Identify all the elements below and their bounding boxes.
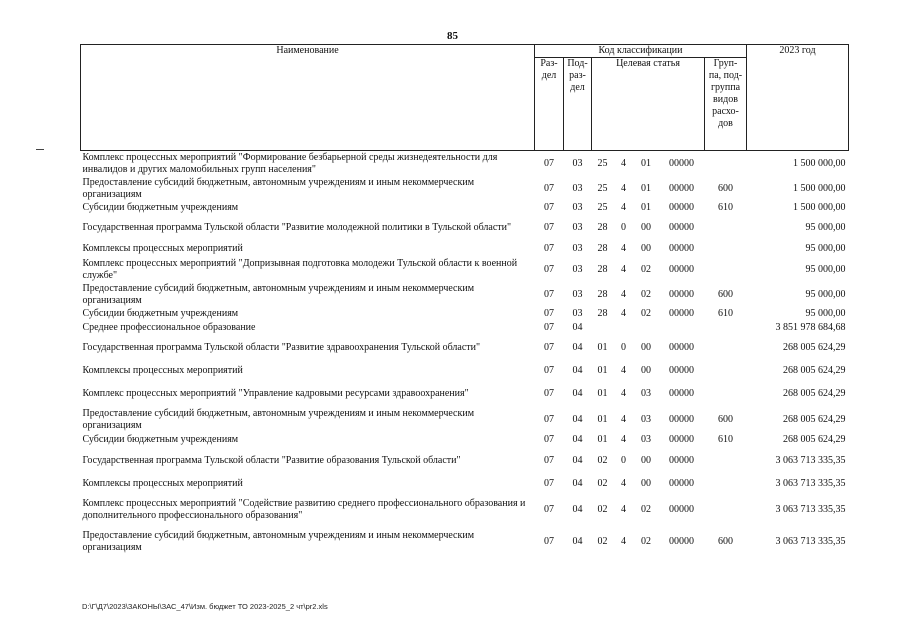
row-target-direction: 00000: [669, 364, 694, 376]
row-amount: 3 063 713 335,35: [775, 454, 846, 466]
page-number: 85: [447, 30, 458, 42]
row-section: 07: [544, 288, 554, 300]
row-expense-group: [705, 215, 747, 241]
row-target-subprogram: 00: [641, 364, 651, 376]
row-target-direction: 00000: [669, 307, 694, 319]
table-header: [81, 45, 849, 151]
row-target-subprogram: 00: [641, 477, 651, 489]
header-expense-group: Груп- па, под- группа видов расхо- дов: [705, 58, 747, 151]
row-target-subprogram: 00: [641, 454, 651, 466]
row-target-subprogram: 02: [641, 307, 651, 319]
table-row: [81, 321, 849, 335]
row-target-direction: 00000: [669, 454, 694, 466]
table-row: [81, 447, 849, 475]
row-name: Среднее профессиональное образование: [82, 321, 256, 333]
header-year: 2023 год: [747, 45, 849, 151]
row-name: Предоставление субсидий бюджетным, автономным учреждениям и иным некоммерческим организациям: [82, 407, 475, 431]
row-target-type: 4: [621, 503, 626, 515]
margin-mark: [36, 149, 44, 150]
row-expense-group: [705, 493, 747, 527]
row-subsection: 03: [572, 201, 583, 213]
table-row: [81, 283, 849, 307]
table-row: [81, 407, 849, 433]
row-amount: 268 005 624,29: [783, 413, 846, 425]
row-target-program: 01: [597, 433, 608, 445]
row-amount: 95 000,00: [805, 288, 846, 300]
row-target-subprogram: 01: [641, 201, 651, 213]
row-subsection: 04: [572, 477, 583, 489]
row-target-program: 02: [597, 477, 608, 489]
row-target-subprogram: 03: [641, 433, 651, 445]
table-row: [81, 241, 849, 257]
row-name: Государственная программа Тульской области "Развитие образования Тульской области": [82, 454, 461, 466]
header-target-article: Целевая статья: [592, 58, 705, 151]
row-subsection: 04: [572, 454, 583, 466]
row-target-direction: 00000: [669, 341, 694, 353]
row-target-direction: 00000: [669, 413, 694, 425]
row-target-type: 4: [621, 201, 626, 213]
row-expense-group: 600: [718, 288, 733, 300]
row-target-direction: 00000: [669, 221, 694, 233]
row-amount: 3 851 978 684,68: [775, 321, 846, 333]
row-name: Субсидии бюджетным учреждениям: [82, 201, 239, 213]
row-name: Государственная программа Тульской области "Развитие молодежной политики в Тульской области": [82, 221, 512, 233]
row-target-type: 4: [621, 387, 626, 399]
row-target-type: 0: [621, 454, 626, 466]
row-name: Комплекс процессных мероприятий "Формирование безбарьерной среды жизнедеятельности для инвалидов и других маломобильных групп населения": [82, 151, 498, 175]
row-target-subprogram: 02: [641, 503, 651, 515]
row-section: 07: [544, 201, 554, 213]
row-target-subprogram: 00: [641, 341, 651, 353]
row-subsection: 03: [572, 182, 583, 194]
row-target-type: 4: [621, 477, 626, 489]
row-target-program: 25: [597, 157, 608, 169]
row-amount: 3 063 713 335,35: [775, 503, 846, 515]
row-section: 07: [544, 182, 554, 194]
row-target-program: 28: [597, 307, 608, 319]
row-target-direction: 00000: [669, 182, 694, 194]
row-expense-group: 610: [718, 433, 733, 445]
row-amount: 95 000,00: [805, 221, 846, 233]
table-row: [81, 493, 849, 527]
row-name: Государственная программа Тульской области "Развитие здравоохранения Тульской области": [82, 341, 481, 353]
row-section: 07: [544, 263, 554, 275]
row-target-program: 28: [597, 263, 608, 275]
row-expense-group: [705, 335, 747, 361]
row-target-type: 4: [621, 364, 626, 376]
row-target-type: 4: [621, 413, 626, 425]
row-target-type: 0: [621, 341, 626, 353]
header-section: Раз- дел: [535, 58, 564, 151]
row-subsection: 04: [572, 364, 583, 376]
table-row: [81, 201, 849, 215]
header-subsection: Под- раз- дел: [564, 58, 592, 151]
row-expense-group: 600: [718, 535, 733, 547]
row-amount: 268 005 624,29: [783, 433, 846, 445]
row-expense-group: 600: [718, 413, 733, 425]
row-target-direction: 00000: [669, 288, 694, 300]
row-target-program: 02: [597, 503, 608, 515]
row-expense-group: [705, 447, 747, 475]
table-body: [81, 151, 849, 557]
row-expense-group: [705, 241, 747, 257]
row-subsection: 03: [572, 307, 583, 319]
row-subsection: 03: [572, 288, 583, 300]
table-row: [81, 527, 849, 557]
row-section: 07: [544, 341, 554, 353]
row-subsection: 04: [572, 503, 583, 515]
row-target-program: 01: [597, 364, 608, 376]
row-section: 07: [544, 535, 554, 547]
row-section: 07: [544, 242, 554, 254]
row-subsection: 03: [572, 263, 583, 275]
row-amount: 95 000,00: [805, 263, 846, 275]
row-section: 07: [544, 157, 554, 169]
row-target-subprogram: 02: [641, 263, 651, 275]
row-target-type: 4: [621, 182, 626, 194]
row-target-type: 4: [621, 288, 626, 300]
row-target-type: [614, 321, 634, 335]
row-name: Предоставление субсидий бюджетным, автономным учреждениям и иным некоммерческим организациям: [82, 529, 475, 553]
row-target-program: 01: [597, 387, 608, 399]
table-row: [81, 151, 849, 177]
footer-file-path: D:\Г\Д7\2023\ЗАКОНЫ\ЗАС_47\Изм. бюджет ТО 2023-2025_2 чт\pr2.xls: [82, 602, 328, 611]
row-target-direction: 00000: [669, 433, 694, 445]
row-subsection: 04: [572, 413, 583, 425]
row-target-type: 4: [621, 157, 626, 169]
row-target-subprogram: 03: [641, 387, 651, 399]
row-section: 07: [544, 477, 554, 489]
row-subsection: 04: [572, 535, 583, 547]
table-row: [81, 433, 849, 447]
row-target-direction: 00000: [669, 387, 694, 399]
row-target-program: 02: [597, 535, 608, 547]
row-amount: 1 500 000,00: [793, 182, 846, 194]
row-target-type: 4: [621, 242, 626, 254]
row-target-subprogram: 02: [641, 288, 651, 300]
row-amount: 268 005 624,29: [783, 387, 846, 399]
row-target-subprogram: 01: [641, 157, 651, 169]
row-section: 07: [544, 503, 554, 515]
row-name: Комплекс процессных мероприятий "Управление кадровыми ресурсами здравоохранения": [82, 387, 469, 399]
row-expense-group: 600: [718, 182, 733, 194]
row-amount: 3 063 713 335,35: [775, 535, 846, 547]
row-section: 07: [544, 433, 554, 445]
row-target-program: 28: [597, 288, 608, 300]
row-subsection: 03: [572, 157, 583, 169]
row-name: Субсидии бюджетным учреждениям: [82, 433, 239, 445]
row-target-type: 4: [621, 307, 626, 319]
row-name: Предоставление субсидий бюджетным, автономным учреждениям и иным некоммерческим организациям: [82, 176, 475, 200]
table-row: [81, 381, 849, 407]
row-subsection: 04: [572, 321, 583, 333]
row-target-program: 01: [597, 341, 608, 353]
row-target-program: 25: [597, 182, 608, 194]
table-row: [81, 361, 849, 381]
header-classification: Код классификации: [535, 45, 747, 58]
row-target-program: 01: [597, 413, 608, 425]
row-name: Комплексы процессных мероприятий: [82, 364, 243, 376]
row-target-type: 4: [621, 433, 626, 445]
row-expense-group: 610: [718, 201, 733, 213]
row-target-program: 25: [597, 201, 608, 213]
row-section: 07: [544, 221, 554, 233]
row-section: 07: [544, 307, 554, 319]
row-amount: 95 000,00: [805, 242, 846, 254]
row-target-direction: 00000: [669, 477, 694, 489]
row-target-subprogram: 02: [641, 535, 651, 547]
table-row: [81, 335, 849, 361]
row-subsection: 04: [572, 387, 583, 399]
row-amount: 268 005 624,29: [783, 364, 846, 376]
row-expense-group: [705, 321, 747, 335]
row-section: 07: [544, 364, 554, 376]
row-expense-group: [705, 257, 747, 283]
row-name: Комплексы процессных мероприятий: [82, 242, 243, 254]
row-target-direction: 00000: [669, 242, 694, 254]
row-section: 07: [544, 454, 554, 466]
row-target-direction: 00000: [669, 157, 694, 169]
row-target-subprogram: 00: [641, 221, 651, 233]
row-section: 07: [544, 413, 554, 425]
row-section: 07: [544, 321, 554, 333]
row-expense-group: 610: [718, 307, 733, 319]
row-name: Субсидии бюджетным учреждениям: [82, 307, 239, 319]
row-target-direction: 00000: [669, 201, 694, 213]
row-subsection: 03: [572, 221, 583, 233]
row-target-program: [592, 321, 614, 335]
budget-table: [80, 44, 849, 557]
row-amount: 95 000,00: [805, 307, 846, 319]
row-amount: 1 500 000,00: [793, 201, 846, 213]
row-subsection: 03: [572, 242, 583, 254]
row-target-subprogram: [634, 321, 659, 335]
table-row: [81, 475, 849, 493]
row-target-direction: 00000: [669, 535, 694, 547]
row-expense-group: [705, 475, 747, 493]
row-amount: 3 063 713 335,35: [775, 477, 846, 489]
row-section: 07: [544, 387, 554, 399]
row-name: Предоставление субсидий бюджетным, автономным учреждениям и иным некоммерческим организациям: [82, 282, 475, 306]
row-target-subprogram: 03: [641, 413, 651, 425]
row-amount: 1 500 000,00: [793, 157, 846, 169]
row-subsection: 04: [572, 433, 583, 445]
row-target-direction: [659, 321, 705, 335]
row-target-subprogram: 01: [641, 182, 651, 194]
row-name: Комплекс процессных мероприятий "Содействие развитию среднего профессионального образования и дополнительного профессионального образования": [82, 497, 526, 521]
row-expense-group: [705, 381, 747, 407]
row-name: Комплекс процессных мероприятий "Допризывная подготовка молодежи Тульской области к военной службе": [82, 257, 518, 281]
row-target-type: 4: [621, 263, 626, 275]
row-target-program: 28: [597, 221, 608, 233]
row-target-program: 02: [597, 454, 608, 466]
table-row: [81, 215, 849, 241]
table-row: [81, 177, 849, 201]
row-expense-group: [705, 151, 747, 177]
row-target-subprogram: 00: [641, 242, 651, 254]
row-amount: 268 005 624,29: [783, 341, 846, 353]
header-name: Наименование: [81, 45, 535, 151]
row-target-type: 0: [621, 221, 626, 233]
table-row: [81, 257, 849, 283]
row-target-direction: 00000: [669, 263, 694, 275]
row-expense-group: [705, 361, 747, 381]
row-target-direction: 00000: [669, 503, 694, 515]
row-name: Комплексы процессных мероприятий: [82, 477, 243, 489]
row-target-program: 28: [597, 242, 608, 254]
table-row: [81, 307, 849, 321]
row-subsection: 04: [572, 341, 583, 353]
row-target-type: 4: [621, 535, 626, 547]
